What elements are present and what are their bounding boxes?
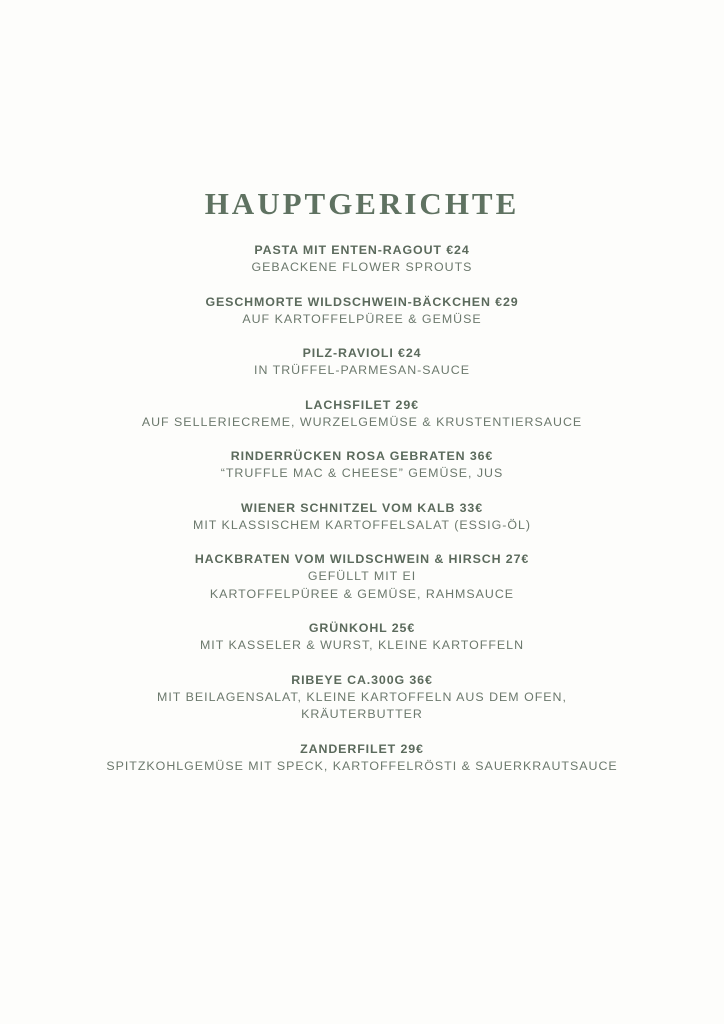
dish-pasta — [0, 242, 724, 277]
dish-description: GEFÜLLT MIT EI — [307, 569, 417, 583]
dish-name: RINDERRÜCKEN ROSA GEBRATEN 36€ — [230, 449, 494, 463]
dish-name: RIBEYE CA.300G 36€ — [291, 672, 433, 687]
dish-wildschwein-baeckchen — [0, 294, 724, 329]
dish-wiener-schnitzel — [0, 500, 724, 535]
dish-description: AUF KARTOFFELPÜREE & GEMÜSE — [242, 311, 482, 326]
dish-description: “TRUFFLE MAC & CHEESE” GEMÜSE, JUS — [220, 466, 504, 480]
dish-hackbraten — [0, 551, 724, 603]
dish-name: LACHSFILET 29€ — [305, 397, 419, 412]
dish-rinderruecken — [0, 448, 724, 483]
dish-zanderfilet — [0, 741, 724, 776]
dish-description: MIT KLASSISCHEM KARTOFFELSALAT (ESSIG-ÖL) — [193, 517, 531, 532]
dish-name: PILZ-RAVIOLI €24 — [302, 346, 422, 360]
dish-name: PASTA MIT ENTEN-RAGOUT €24 — [254, 243, 470, 257]
page-title: HAUPTGERICHTE — [204, 185, 520, 221]
dish-description: MIT KASSELER & WURST, KLEINE KARTOFFELN — [199, 638, 525, 652]
dish-name: GRÜNKOHL 25€ — [308, 621, 416, 635]
dish-description: MIT BEILAGENSALAT, KLEINE KARTOFFELN AUS DEM OFEN, — [157, 689, 567, 704]
dish-description: SPITZKOHLGEMÜSE MIT SPECK, KARTOFFELRÖSTI & SAUERKRAUTSAUCE — [106, 758, 618, 773]
dish-pilz-ravioli — [0, 345, 724, 380]
dish-list — [0, 242, 724, 792]
dish-description: KRÄUTERBUTTER — [301, 707, 423, 721]
dish-description: GEBACKENE FLOWER SPROUTS — [251, 260, 473, 274]
dish-description: IN TRÜFFEL-PARMESAN-SAUCE — [254, 363, 470, 377]
dish-name: HACKBRATEN VOM WILDSCHWEIN & HIRSCH 27€ — [194, 552, 530, 566]
dish-description: AUF SELLERIECREME, WURZELGEMÜSE & KRUSTENTIERSAUCE — [141, 414, 583, 429]
dish-lachsfilet — [0, 397, 724, 432]
dish-name: GESCHMORTE WILDSCHWEIN-BÄCKCHEN €29 — [205, 294, 519, 309]
dish-name: ZANDERFILET 29€ — [300, 741, 424, 756]
dish-name: WIENER SCHNITZEL VOM KALB 33€ — [240, 500, 484, 515]
dish-ribeye — [0, 672, 724, 724]
dish-gruenkohl — [0, 620, 724, 655]
dish-description: KARTOFFELPÜREE & GEMÜSE, RAHMSAUCE — [209, 586, 515, 601]
